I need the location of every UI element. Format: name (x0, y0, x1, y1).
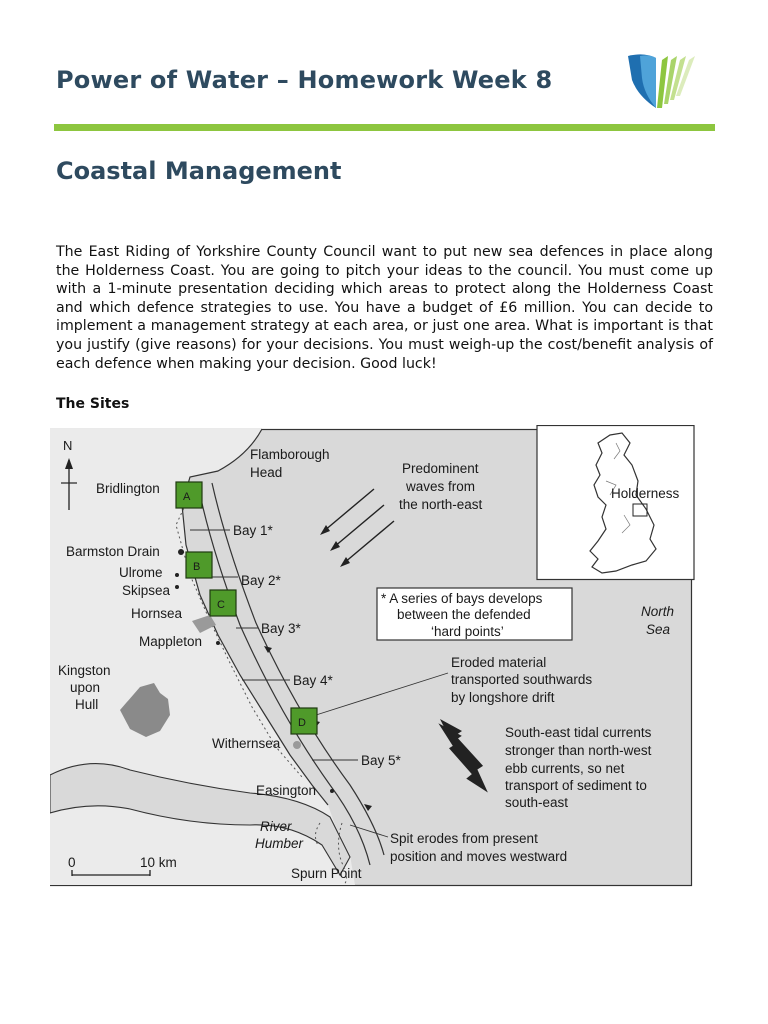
site-marker-b (186, 552, 212, 578)
scale-zero: 0 (68, 855, 76, 870)
label-flamborough: Flamborough (250, 447, 330, 462)
label-spurn-point: Spurn Point (291, 866, 362, 881)
intro-paragraph: The East Riding of Yorkshire County Council want to put new sea defences in place along the Holderness Coast. You are going to pitch your ideas to the council. You must come up with a 1-minute presentation deciding which areas to protect along the Holderness Coast and which defence strategies to use. You have a budget of £6 million. You can decide to implement a management strategy at each area, or just one area. What is important is that you justify (give reasons) for your decisions. You must weigh-up the cost/benefit analysis of each defence when making your decision. Good luck! (56, 244, 713, 372)
tidal-note-2: stronger than north-west (505, 743, 652, 758)
site-marker-b-label: B (193, 561, 201, 573)
sites-heading: The Sites (56, 396, 130, 412)
label-bay-5: Bay 5* (361, 753, 401, 768)
label-mappleton: Mappleton (139, 634, 203, 649)
bays-note-3: ‘hard points’ (431, 624, 504, 639)
label-kingston: Kingston (58, 663, 111, 678)
label-humber: Humber (255, 836, 304, 851)
label-hornsea: Hornsea (131, 606, 183, 621)
label-hull: Hull (75, 697, 99, 712)
site-marker-d-label: D (298, 717, 306, 729)
label-north: North (641, 604, 675, 619)
label-ulrome: Ulrome (119, 565, 163, 580)
label-withernsea: Withernsea (212, 736, 281, 751)
spit-note-1: Spit erodes from present (390, 831, 538, 846)
site-marker-d (291, 708, 317, 734)
eroded-note-2: transported southwards (451, 672, 593, 687)
section-title: Coastal Management (56, 157, 342, 185)
header-divider (54, 124, 715, 131)
label-bay-1: Bay 1* (233, 523, 273, 538)
label-easington: Easington (256, 783, 317, 798)
label-upon: upon (70, 680, 101, 695)
shield-stripes-logo-icon (626, 50, 698, 112)
tidal-note-5: south-east (505, 795, 569, 810)
label-bay-3: Bay 3* (261, 621, 301, 636)
label-bay-4: Bay 4* (293, 673, 333, 688)
site-marker-a-label: A (183, 491, 191, 503)
eroded-note-1: Eroded material (451, 655, 547, 670)
site-marker-a (176, 482, 202, 508)
label-flamborough-head: Head (250, 465, 283, 480)
label-bridlington: Bridlington (96, 481, 160, 496)
page-title: Power of Water – Homework Week 8 (56, 66, 553, 94)
bays-note-2: between the defended (397, 607, 531, 622)
site-marker-c-label: C (217, 599, 225, 611)
holderness-coast-map (50, 425, 695, 887)
label-sea: Sea (646, 622, 671, 637)
waves-note-3: the north-east (399, 497, 483, 512)
tidal-note-3: ebb currents, so net (505, 761, 625, 776)
label-river: River (260, 819, 292, 834)
site-marker-c (210, 590, 236, 616)
scale-distance: 10 km (140, 855, 177, 870)
label-holderness: Holderness (611, 486, 680, 501)
eroded-note-3: by longshore drift (451, 690, 555, 705)
tidal-note-1: South-east tidal currents (505, 725, 652, 740)
label-skipsea: Skipsea (122, 583, 171, 598)
tidal-note-4: transport of sediment to (505, 778, 647, 793)
bays-note-1: * A series of bays develops (381, 591, 543, 606)
spit-note-2: position and moves westward (390, 849, 568, 864)
waves-note-1: Predominent (402, 461, 479, 476)
label-barmston: Barmston Drain (66, 544, 160, 559)
waves-note-2: waves from (406, 479, 476, 494)
north-label: N (63, 438, 73, 453)
label-bay-2: Bay 2* (241, 573, 281, 588)
